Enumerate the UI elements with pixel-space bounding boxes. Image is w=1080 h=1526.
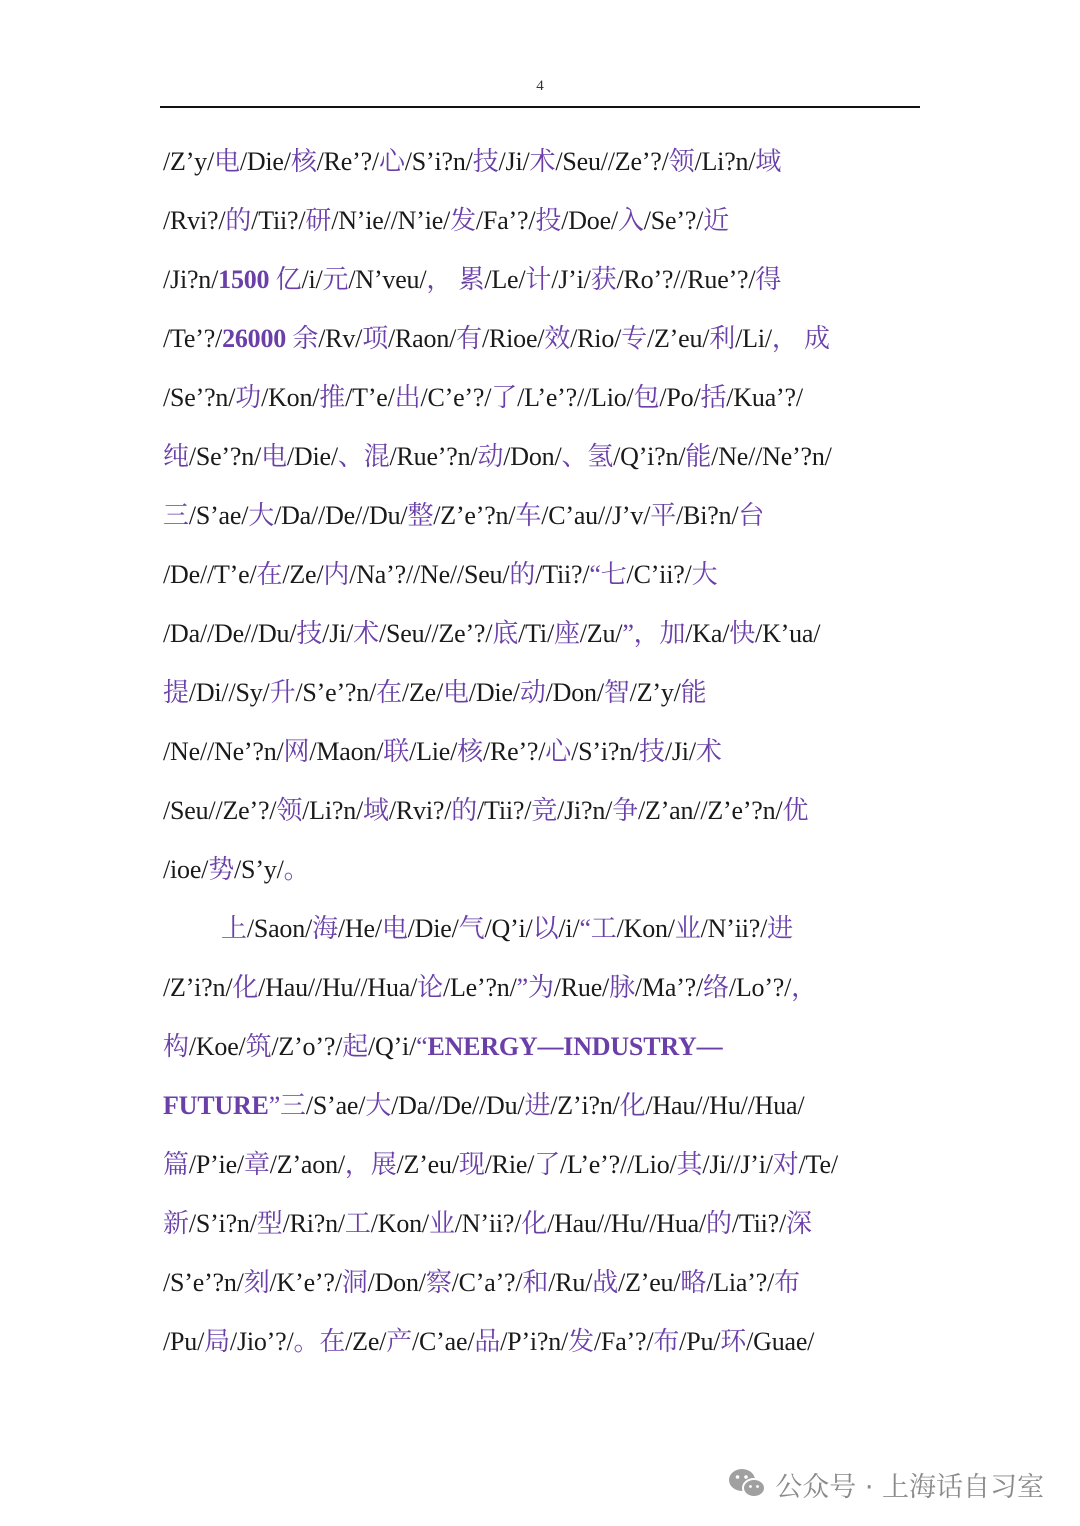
pinyin-segment: /Rue’?n/ xyxy=(389,442,478,471)
hanzi-segment: 脉 xyxy=(609,973,635,1002)
hanzi-segment: 台 xyxy=(738,501,765,530)
hanzi-segment: 技 xyxy=(639,737,665,766)
pinyin-segment: /S’i?n/ xyxy=(571,737,640,766)
hanzi-segment: 其 xyxy=(676,1150,703,1179)
hanzi-segment: ，展 xyxy=(344,1150,397,1179)
hanzi-segment: 筑 xyxy=(245,1032,272,1061)
pinyin-segment: /Ji?n/ xyxy=(163,265,219,294)
pinyin-segment: /Ru/ xyxy=(548,1268,593,1297)
pinyin-segment: /Se’?n/ xyxy=(188,442,262,471)
pinyin-segment: /J’i/ xyxy=(551,265,591,294)
hanzi-segment: 络 xyxy=(703,973,729,1002)
hanzi-segment: 入 xyxy=(617,206,644,235)
pinyin-segment: /N’veu/ xyxy=(348,265,427,294)
watermark xyxy=(727,1462,1044,1506)
hanzi-segment: 海 xyxy=(312,914,338,943)
hanzi-segment: ”，加 xyxy=(622,619,686,648)
document-body xyxy=(163,132,923,1371)
pinyin-segment: /Tii?/ xyxy=(535,560,590,589)
pinyin-segment: /S’e’?n/ xyxy=(295,678,377,707)
text-line xyxy=(163,427,923,486)
pinyin-segment: /Te’?/ xyxy=(163,324,223,353)
hanzi-segment: 核 xyxy=(457,737,483,766)
hanzi-segment: ， xyxy=(426,265,453,294)
pinyin-segment: /Die/ xyxy=(468,678,520,707)
hanzi-segment: 。 xyxy=(283,855,310,884)
hanzi-segment: 联 xyxy=(383,737,410,766)
pinyin-segment: /K’e’?/ xyxy=(269,1268,342,1297)
hanzi-segment: 括 xyxy=(700,383,727,412)
pinyin-segment: /Don/ xyxy=(367,1268,426,1297)
hanzi-segment: 进 xyxy=(524,1091,551,1120)
pinyin-segment: /Rvi?/ xyxy=(163,206,226,235)
pinyin-segment: /S’ae/ xyxy=(188,501,249,530)
hanzi-segment: 气 xyxy=(458,914,485,943)
hanzi-segment: 能 xyxy=(680,678,707,707)
pinyin-segment: /Tii?/ xyxy=(731,1209,787,1238)
pinyin-segment: /He/ xyxy=(337,914,382,943)
hanzi-segment: 专 xyxy=(621,324,647,353)
pinyin-segment: /Doe/ xyxy=(561,206,618,235)
hanzi-segment: 推 xyxy=(319,383,346,412)
pinyin-segment: /Q’i?n/ xyxy=(613,442,686,471)
hanzi-segment: 纯 xyxy=(163,442,189,471)
pinyin-segment: /Da//De//Du/ xyxy=(391,1091,525,1120)
hanzi-segment: 利 xyxy=(709,324,736,353)
pinyin-segment: /Ji//J’i/ xyxy=(702,1150,773,1179)
hanzi-segment: “七 xyxy=(589,560,627,589)
text-line xyxy=(163,191,923,250)
hanzi-segment: ， xyxy=(771,324,798,353)
pinyin-segment: /Rioe/ xyxy=(481,324,545,353)
hanzi-segment: 包 xyxy=(633,383,660,412)
hanzi-segment: 化 xyxy=(232,973,259,1002)
hanzi-segment: 近 xyxy=(703,206,730,235)
bold-segment: 26000 xyxy=(222,324,287,353)
pinyin-segment: /Se’?n/ xyxy=(163,383,236,412)
hanzi-segment: 业 xyxy=(674,914,701,943)
hanzi-segment: 核 xyxy=(290,147,317,176)
hanzi-segment: 以 xyxy=(532,914,559,943)
pinyin-segment: /Die/ xyxy=(239,147,291,176)
text-line xyxy=(163,1017,923,1076)
hanzi-segment: 氢 xyxy=(587,442,614,471)
hanzi-segment: 获 xyxy=(590,265,617,294)
hanzi-segment: 混 xyxy=(363,442,390,471)
hanzi-segment: 型 xyxy=(256,1209,283,1238)
pinyin-segment: /Fa’?/ xyxy=(475,206,536,235)
pinyin-segment: /Ri?n/ xyxy=(282,1209,345,1238)
hanzi-segment: ”三 xyxy=(268,1091,306,1120)
hanzi-segment: 内 xyxy=(323,560,350,589)
hanzi-segment: 研 xyxy=(305,206,332,235)
pinyin-segment: /Rv/ xyxy=(318,324,363,353)
pinyin-segment: /Li?n/ xyxy=(302,796,364,825)
hanzi-segment: ， xyxy=(791,973,817,1002)
pinyin-segment: /Z’y/ xyxy=(629,678,681,707)
pinyin-segment: /Pu/ xyxy=(679,1327,721,1356)
text-line xyxy=(163,722,923,781)
hanzi-segment: 网 xyxy=(283,737,310,766)
hanzi-segment: 累 xyxy=(458,265,485,294)
pinyin-segment: /Ji/ xyxy=(498,147,530,176)
pinyin-segment: /C’e’?/ xyxy=(420,383,492,412)
pinyin-segment: /Saon/ xyxy=(246,914,313,943)
hanzi-segment: 业 xyxy=(428,1209,455,1238)
pinyin-segment: /Te/ xyxy=(798,1150,838,1179)
hanzi-segment: 心 xyxy=(378,147,405,176)
pinyin-segment: /Zu/ xyxy=(579,619,623,648)
text-line xyxy=(163,368,923,427)
hanzi-segment: 计 xyxy=(525,265,552,294)
pinyin-segment: /Maon/ xyxy=(309,737,384,766)
watermark-text: 公众号 · 上海话自习室 xyxy=(775,1471,1044,1503)
pinyin-segment: /Koe/ xyxy=(188,1032,246,1061)
pinyin-segment: /Bi?n/ xyxy=(676,501,739,530)
text-line xyxy=(163,958,923,1017)
hanzi-segment: 术 xyxy=(695,737,722,766)
hanzi-segment: 的 xyxy=(706,1209,732,1238)
hanzi-segment: 、 xyxy=(561,442,588,471)
text-line xyxy=(163,781,923,840)
hanzi-segment: 势 xyxy=(208,855,235,884)
pinyin-segment: /Hau//Hu//Hua/ xyxy=(547,1209,707,1238)
pinyin-segment: /Lo’?/ xyxy=(728,973,792,1002)
hanzi-segment: 的 xyxy=(451,796,478,825)
hanzi-segment: 起 xyxy=(342,1032,368,1061)
hanzi-segment: 论 xyxy=(417,973,443,1002)
pinyin-segment: /Na’?//Ne//Seu/ xyxy=(349,560,510,589)
hanzi-segment: 进 xyxy=(767,914,793,943)
hanzi-segment: 工 xyxy=(344,1209,371,1238)
pinyin-segment: /Z’o’?/ xyxy=(271,1032,343,1061)
page-number: 4 xyxy=(536,78,544,94)
pinyin-segment: /T’e/ xyxy=(345,383,395,412)
hanzi-segment: 动 xyxy=(477,442,504,471)
text-line xyxy=(163,486,923,545)
pinyin-segment: /Kon/ xyxy=(616,914,675,943)
hanzi-segment: 现 xyxy=(458,1150,485,1179)
hanzi-segment: 化 xyxy=(521,1209,548,1238)
pinyin-segment: /Tii?/ xyxy=(251,206,306,235)
pinyin-segment: /Raon/ xyxy=(388,324,457,353)
hanzi-segment: 的 xyxy=(509,560,536,589)
pinyin-segment: /Kon/ xyxy=(370,1209,429,1238)
hanzi-segment: 竞 xyxy=(531,796,558,825)
pinyin-segment: /Lie/ xyxy=(409,737,458,766)
hanzi-segment: 刻 xyxy=(243,1268,270,1297)
pinyin-segment: /S’ae/ xyxy=(305,1091,366,1120)
pinyin-segment: /N’ii?/ xyxy=(700,914,768,943)
text-line xyxy=(163,1253,923,1312)
hanzi-segment: 在 xyxy=(256,560,283,589)
pinyin-segment: /Ji/ xyxy=(664,737,696,766)
hanzi-segment: 升 xyxy=(269,678,296,707)
pinyin-segment: /ioe/ xyxy=(163,855,209,884)
bold-segment: FUTURE xyxy=(163,1091,269,1120)
pinyin-segment: /Po/ xyxy=(659,383,701,412)
pinyin-segment: /Le/ xyxy=(484,265,526,294)
hanzi-segment: 得 xyxy=(755,265,782,294)
hanzi-segment: 底 xyxy=(492,619,519,648)
hanzi-segment: 环 xyxy=(720,1327,747,1356)
pinyin-segment: /Hau//Hu//Hua/ xyxy=(645,1091,805,1120)
hanzi-segment: 大 xyxy=(365,1091,392,1120)
pinyin-segment: /Ji?n/ xyxy=(557,796,613,825)
hanzi-segment: 的 xyxy=(225,206,252,235)
hanzi-segment: 三 xyxy=(163,501,189,530)
pinyin-segment: /Da//De//Du/ xyxy=(163,619,297,648)
pinyin-segment: /C’a’?/ xyxy=(451,1268,523,1297)
hanzi-segment: 发 xyxy=(450,206,476,235)
text-line xyxy=(163,1312,923,1371)
pinyin-segment: /Rvi?/ xyxy=(388,796,452,825)
pinyin-segment: /Kon/ xyxy=(261,383,320,412)
hanzi-segment: 余 xyxy=(292,324,319,353)
pinyin-segment: /Re’?/ xyxy=(316,147,379,176)
hanzi-segment: 发 xyxy=(568,1327,594,1356)
hanzi-segment: 洞 xyxy=(341,1268,368,1297)
pinyin-segment: /Da//De//Du/ xyxy=(274,501,408,530)
pinyin-segment: /N’ii?/ xyxy=(454,1209,522,1238)
hanzi-segment: 章 xyxy=(243,1150,270,1179)
hanzi-segment: 产 xyxy=(386,1327,413,1356)
text-line xyxy=(163,899,923,958)
hanzi-segment: 布 xyxy=(653,1327,680,1356)
hanzi-segment: 构 xyxy=(163,1032,189,1061)
pinyin-segment: /Guae/ xyxy=(746,1327,815,1356)
pinyin-segment: /Ka/ xyxy=(685,619,730,648)
hanzi-segment: 了 xyxy=(491,383,518,412)
hanzi-segment: 大 xyxy=(691,560,718,589)
text-line xyxy=(163,545,923,604)
pinyin-segment: /L’e’?//Lio/ xyxy=(560,1150,677,1179)
pinyin-segment: /Z’eu/ xyxy=(646,324,710,353)
hanzi-segment: 新 xyxy=(163,1209,189,1238)
hanzi-segment: 布 xyxy=(774,1268,800,1297)
pinyin-segment: /Z’an//Z’e’?n/ xyxy=(638,796,783,825)
pinyin-segment: /Rio/ xyxy=(570,324,622,353)
hanzi-segment: 对 xyxy=(772,1150,799,1179)
hanzi-segment: 和 xyxy=(522,1268,549,1297)
pinyin-segment: /Ne//Ne’?n/ xyxy=(711,442,832,471)
hanzi-segment: 技 xyxy=(472,147,499,176)
text-line xyxy=(163,663,923,722)
hanzi-segment: 。在 xyxy=(293,1327,346,1356)
pinyin-segment: /S’i?n/ xyxy=(404,147,473,176)
pinyin-segment: /K’ua/ xyxy=(755,619,821,648)
pinyin-segment: /Ze/ xyxy=(345,1327,387,1356)
pinyin-segment: /Re’?/ xyxy=(482,737,546,766)
hanzi-segment: 有 xyxy=(456,324,482,353)
wechat-icon xyxy=(727,1466,767,1502)
hanzi-segment: 了 xyxy=(534,1150,561,1179)
text-line xyxy=(163,1135,923,1194)
hanzi-segment: 略 xyxy=(680,1268,707,1297)
hanzi-segment: 在 xyxy=(376,678,402,707)
hanzi-segment: 大 xyxy=(248,501,275,530)
hanzi-segment: 电 xyxy=(443,678,469,707)
pinyin-segment: /P’ie/ xyxy=(188,1150,244,1179)
pinyin-segment: /Z’i?n/ xyxy=(163,973,233,1002)
hanzi-segment: 化 xyxy=(619,1091,646,1120)
pinyin-segment: /Rie/ xyxy=(484,1150,535,1179)
hanzi-segment: “工 xyxy=(579,914,617,943)
hanzi-segment: 电 xyxy=(261,442,287,471)
pinyin-segment: /Don/ xyxy=(503,442,562,471)
hanzi-segment: 深 xyxy=(786,1209,812,1238)
hanzi-segment: 术 xyxy=(353,619,379,648)
pinyin-segment: /S’y/ xyxy=(234,855,284,884)
hanzi-segment: ”为 xyxy=(516,973,554,1002)
hanzi-segment: 整 xyxy=(407,501,434,530)
hanzi-segment: 局 xyxy=(204,1327,230,1356)
hanzi-segment: 功 xyxy=(235,383,262,412)
hanzi-segment: 、 xyxy=(337,442,364,471)
text-line xyxy=(163,132,923,191)
hanzi-segment: 效 xyxy=(544,324,571,353)
pinyin-segment: /i/ xyxy=(301,265,323,294)
pinyin-segment: /Ro’?//Rue’?/ xyxy=(616,265,756,294)
pinyin-segment: /Z’i?n/ xyxy=(550,1091,620,1120)
pinyin-segment: /De//T’e/ xyxy=(163,560,257,589)
pinyin-segment: /Rue/ xyxy=(553,973,610,1002)
hanzi-segment: 战 xyxy=(592,1268,619,1297)
pinyin-segment: /Z’eu/ xyxy=(618,1268,681,1297)
hanzi-segment: 电 xyxy=(214,147,240,176)
pinyin-segment: /Ma’?/ xyxy=(634,973,704,1002)
pinyin-segment: /L’e’?//Lio/ xyxy=(517,383,634,412)
pinyin-segment: /S’i?n/ xyxy=(188,1209,257,1238)
pinyin-segment: /C’ii?/ xyxy=(626,560,692,589)
pinyin-segment: /Q’i/ xyxy=(484,914,533,943)
hanzi-segment: 争 xyxy=(612,796,638,825)
hanzi-segment: 技 xyxy=(296,619,323,648)
hanzi-segment: 快 xyxy=(729,619,756,648)
hanzi-segment: 车 xyxy=(515,501,542,530)
header-divider xyxy=(160,106,920,108)
pinyin-segment: /Z’y/ xyxy=(163,147,214,176)
pinyin-segment: /Se’?/ xyxy=(643,206,704,235)
hanzi-segment: 亿 xyxy=(275,265,302,294)
hanzi-segment: 电 xyxy=(381,914,408,943)
pinyin-segment: /Jio’?/ xyxy=(229,1327,294,1356)
pinyin-segment: /Ne//Ne’?n/ xyxy=(163,737,284,766)
hanzi-segment: 元 xyxy=(322,265,349,294)
pinyin-segment: /Hau//Hu//Hua/ xyxy=(258,973,418,1002)
pinyin-segment: /Ji/ xyxy=(322,619,354,648)
bold-segment: ENERGY—INDUSTRY— xyxy=(427,1032,723,1061)
hanzi-segment: 域 xyxy=(363,796,389,825)
hanzi-segment: 成 xyxy=(804,324,830,353)
hanzi-segment: 领 xyxy=(668,147,695,176)
hanzi-segment: 座 xyxy=(553,619,580,648)
pinyin-segment: /P’i?n/ xyxy=(500,1327,569,1356)
pinyin-segment: /Don/ xyxy=(545,678,604,707)
text-line xyxy=(163,1076,923,1135)
hanzi-segment: 项 xyxy=(362,324,389,353)
pinyin-segment: /Li/ xyxy=(735,324,772,353)
hanzi-segment: 品 xyxy=(474,1327,501,1356)
hanzi-segment: 智 xyxy=(603,678,630,707)
text-line xyxy=(163,1194,923,1253)
pinyin-segment: /Pu/ xyxy=(163,1327,205,1356)
pinyin-segment: /Seu//Ze’?/ xyxy=(378,619,493,648)
pinyin-segment: /C’ae/ xyxy=(412,1327,475,1356)
pinyin-segment: /Seu//Ze’?/ xyxy=(555,147,669,176)
pinyin-segment: /Lia’?/ xyxy=(706,1268,775,1297)
hanzi-segment: 优 xyxy=(782,796,809,825)
pinyin-segment: /Kua’?/ xyxy=(726,383,803,412)
pinyin-segment: /S’e’?n/ xyxy=(163,1268,244,1297)
pinyin-segment: /Die/ xyxy=(286,442,338,471)
hanzi-segment: 篇 xyxy=(163,1150,189,1179)
hanzi-segment: 平 xyxy=(650,501,677,530)
hanzi-segment: “ xyxy=(416,1032,428,1061)
hanzi-segment: 领 xyxy=(276,796,303,825)
hanzi-segment: 域 xyxy=(755,147,782,176)
hanzi-segment: 投 xyxy=(535,206,562,235)
text-line xyxy=(163,840,923,899)
hanzi-segment: 动 xyxy=(519,678,546,707)
hanzi-segment: 提 xyxy=(163,678,189,707)
hanzi-segment: 出 xyxy=(394,383,421,412)
pinyin-segment: /Di//Sy/ xyxy=(188,678,270,707)
pinyin-segment: /Z’aon/ xyxy=(269,1150,345,1179)
pinyin-segment: /Li?n/ xyxy=(694,147,756,176)
pinyin-segment: /Tii?/ xyxy=(477,796,532,825)
pinyin-segment: /Seu//Ze’?/ xyxy=(163,796,277,825)
pinyin-segment: /N’ie//N’ie/ xyxy=(331,206,451,235)
text-line xyxy=(163,309,923,368)
pinyin-segment: /Ze/ xyxy=(282,560,324,589)
pinyin-segment: /Z’e’?n/ xyxy=(433,501,516,530)
bold-segment: 1500 xyxy=(218,265,270,294)
pinyin-segment: /Q’i/ xyxy=(368,1032,417,1061)
hanzi-segment: 上 xyxy=(221,914,247,943)
pinyin-segment: /Die/ xyxy=(407,914,459,943)
pinyin-segment: /i/ xyxy=(558,914,580,943)
pinyin-segment: /Ti/ xyxy=(518,619,554,648)
hanzi-segment: 察 xyxy=(425,1268,452,1297)
hanzi-segment: 能 xyxy=(685,442,712,471)
text-line xyxy=(163,250,923,309)
text-line xyxy=(163,604,923,663)
pinyin-segment: /C’au//J’v/ xyxy=(541,501,651,530)
pinyin-segment: /Z’eu/ xyxy=(396,1150,459,1179)
pinyin-segment: /Le’?n/ xyxy=(442,973,517,1002)
pinyin-segment: /Ze/ xyxy=(401,678,443,707)
pinyin-segment: /Fa’?/ xyxy=(593,1327,654,1356)
hanzi-segment: 心 xyxy=(545,737,572,766)
hanzi-segment: 术 xyxy=(529,147,556,176)
